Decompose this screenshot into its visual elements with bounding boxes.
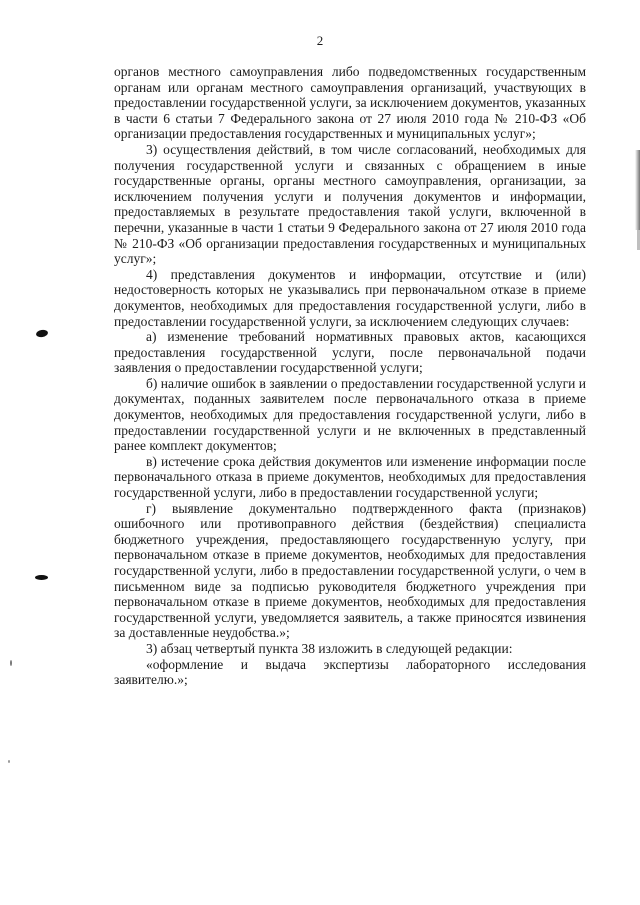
scan-mark <box>8 760 10 763</box>
paragraph-amendment-3: 3) абзац четвертый пункта 38 изложить в следующей редакции: <box>146 640 513 656</box>
page-number: 2 <box>316 33 324 48</box>
paragraph-subitem-a: а) изменение требований нормативных правовых актов, касающихся предоставления государственной услуги, после первоначальной подачи заявления о предоставлении государственной услуги; <box>114 329 586 376</box>
paragraph-item-4: 4) представления документов и информации, отсутствие и (или) недостоверность которых не указывались при первоначальном отказе в приеме документов, необходимых для предоставления государственной услуги, либо в предоставлении государственной услуги, за исключением следующих случаев: <box>114 266 586 329</box>
scan-mark <box>35 329 48 338</box>
paragraph-amendment-quote: «оформление и выдача экспертизы лабораторного исследования заявителю.»; <box>114 656 586 688</box>
paragraph-subitem-b: б) наличие ошибок в заявлении о предоставлении государственной услуги и документах, поданных заявителем после первоначального отказа в приеме документов, необходимых для предоставления государственной услуги, либо в предоставлении государственной услуги и не включенных в представленный ранее комплект документов; <box>114 375 586 454</box>
scan-mark <box>35 575 48 580</box>
paragraph-subitem-g: г) выявление документально подтвержденного факта (признаков) ошибочного или противоправного действия (бездействия) специалиста бюджетного учреждения, предоставляющего государственную услугу, при первоначальном отказе в приеме документов, необходимых для предоставления государственной услуги, либо в предоставлении государственной услуги, о чем в письменном виде за подписью руководителя бюджетного учреждения при первоначальном отказе в приеме документов, необходимых для предоставления государственной услуги, уведомляется заявитель, а также приносятся извинения за доставленные неудобства.»; <box>114 500 586 641</box>
document-body <box>114 64 586 688</box>
scan-edge-shadow <box>635 150 640 230</box>
paragraph-item-3: 3) осуществления действий, в том числе согласований, необходимых для получения государственной услуги и связанных с обращением в иные государственные органы, органы местного самоуправления, организации, за исключением получения услуги и получения документов и информации, предоставляемых в результате предоставления такой услуги, включенной в перечни, указанные в части 1 статьи 9 Федерального закона от 27 июля 2010 года № 210-ФЗ «Об организации предоставления государственных и муниципальных услуг»; <box>114 141 586 267</box>
scan-mark <box>10 660 12 666</box>
paragraph-subitem-v: в) истечение срока действия документов или изменение информации после первоначального отказа в приеме документов, необходимых для предоставления государственной услуги, либо в предоставлении государственной услуги; <box>114 453 586 501</box>
paragraph-continuation: органов местного самоуправления либо подведомственных государственным органам или органам местного самоуправления организаций, участвующих в предоставлении государственной услуги, за исключением документов, указанных в части 6 статьи 7 Федерального закона от 27 июля 2010 года № 210-ФЗ «Об организации предоставления государственных и муниципальных услуг»; <box>114 64 586 142</box>
